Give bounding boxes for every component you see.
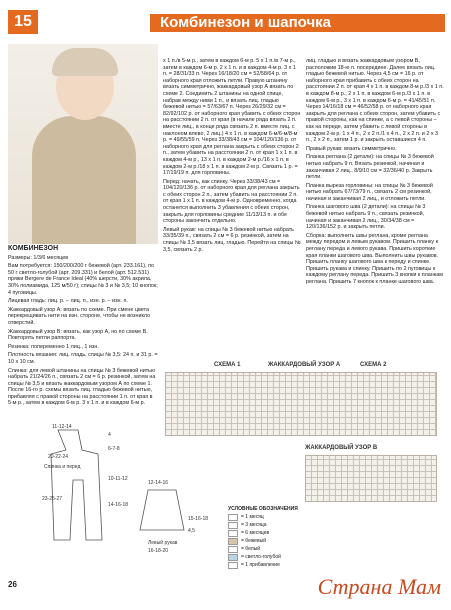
- paragraph: Планка выреза горловины: на спицы № 3 бежевой нитью набрать 67/73/79 п., связать 2 см резинкой, начиная и заканчивая 2 лиц., и отложить петли.: [306, 182, 433, 202]
- paragraph: Перед: начать, как спинку. Через 33/38/43 см = 104/120/136 р. от наборного края для реглана закрыть с обеих сторон 2 п., затем убавить на расстоянии 2 п. от края 1 х 1 п. в каждом 4-м р. Одновременно, когда останется выполнить 3 убавления с обеих сторон, закрыть для горловины средние 11/13/13 п. и обе стороны закончить отдельно.: [163, 178, 300, 225]
- legend-item: [228, 545, 313, 553]
- legend-label: = 1 прибавление: [241, 562, 280, 568]
- garment-schematic: [8, 420, 223, 580]
- paragraph: Вам потребуется: 150/200/200 г бежевой (арт. 233.161), по 50 г светло-голубой (арт. 209.331) и белой (арт. 512.531) пряжи Bergere de France Ideal (40% шерсти, 30% акрила, 30% полиамида, 125 м/50 г); спицы № 3 и № 3,5; 10 кнопок; 4 пуговицы.: [8, 263, 158, 296]
- swatch: [228, 514, 238, 521]
- legend-label: = светло-голубой: [241, 554, 281, 560]
- paragraph: Плотность вязания: лиц. гладь, спицы № 3,5: 24 п. и 31 р. = 10 х 10 см.: [8, 352, 158, 365]
- diagram-label: 4,5: [188, 528, 195, 534]
- paragraph: лиц. гладью и вязать жаккардовым узором В, расположив 18-ю п. посередине. Далее вязать лиц. гладью бежевой нитью. Через 4,5 см = 16 р. от наборного края прибавить с обеих сторон на расстоянии 2 п. от края 4 х 1 п. в каждом 8-м р./3 х 1 п. в каждом 8-м р., 2 х 1 п. в каждом 6-м р./3 х 1 п. в каждом 6-м р., 3 х 1 п. в каждом 6-м р. = 41/45/51 п. Через 14/16/18 см = 46/52/58 р. от наборного края закрыть для реглана с обеих сторон, затем убавить с правой стороны, как на спинке, а с левой стороны – как на переде, затем убавить с левой стороны в каждом 2-м р. 1 х 4 п., 2 х 2 п./1 х 4 п., 2 х 2 п. и 2 х 3 п., 2 х 2 п., затем 1 р. и закрыть оставшиеся 4 п.: [306, 58, 444, 144]
- legend-item: [228, 537, 313, 545]
- swatch: [228, 522, 238, 529]
- baby-photo: [8, 44, 158, 244]
- paragraph: Планка шагового шва (2 детали): на спицы № 3 бежевой нитью набрать 9 п., связать резинкой, начиная и заканчивая 2 лиц., 30/34/38 см = 120/136/152 р. и закрыть петли.: [306, 204, 426, 231]
- diagram-label: 12-14-16: [148, 480, 169, 486]
- pattern-a-chart: [165, 372, 437, 436]
- paragraph: Спинка: для левой штанины на спицы № 3 бежевой нитью набрать 21/24/26 п., связать 2 см = 6 р. резинкой, затем на спицы № 3,5 и вязать жаккардовым узором А по схеме 1. После 16-го р. схемы вязать лиц. гладью бежевой нитью, прибавляя с правой стороны на расстоянии 1 п. от края в 5-м р., затем в каждом 6-м р. 3 х 1 п. и в каждом 6-м р.: [8, 367, 156, 407]
- legend-item: [228, 529, 313, 537]
- paragraph: Размеры: 1/3/6 месяцев: [8, 254, 69, 261]
- legend-item: [228, 513, 313, 521]
- page-number-badge: 15: [8, 10, 38, 34]
- diagram-label: 6-7-8: [108, 446, 120, 452]
- diagram-label: 11-12-14: [52, 424, 72, 430]
- paragraph: Сборка: выполнить швы реглана, кроме реглана между передом и левым рукавом. Пришить планку к реглану переда и левого рукава. Пришить короткие края планки шагового шва. Выполнить швы рукавов. Пришить планку шагового шва к переду и спинке. Пришить рукава и спинку. Пришить по 2 пуговицы к каждому реглану переда. Пришить 3 кнопки к планкам реглана. Пришить 7 кнопок к планке шагового шва.: [306, 232, 443, 285]
- paragraph: Жаккардовый узор В: вязать, как узор А, но по схеме В. Повторять петли раппорта.: [8, 328, 148, 342]
- section-heading: КОМБИНЕЗОН: [8, 245, 59, 252]
- diagram-label: Спинка и перед: [44, 464, 81, 470]
- schema1-title: СХЕМА 1: [214, 362, 241, 368]
- right-text-column: [306, 58, 444, 288]
- legend-title: УСЛОВНЫЕ ОБОЗНАЧЕНИЯ: [228, 506, 298, 512]
- page-header: [0, 0, 451, 44]
- legend-label: = 6 месяцев: [241, 530, 270, 536]
- legend-item: [228, 553, 313, 561]
- middle-text-column: [163, 58, 301, 255]
- legend-label: = 3 месяца: [241, 522, 267, 528]
- diagram-label: 15-16-18: [188, 516, 209, 522]
- legend: [228, 505, 313, 569]
- page-title: Комбинезон и шапочка: [160, 14, 332, 31]
- schema2-title: СХЕМА 2: [360, 362, 387, 368]
- diagram-label: 10-11-12: [108, 476, 128, 482]
- watermark: Страна Мам: [317, 574, 441, 599]
- pattern-a-title: ЖАККАРДОВЫЙ УЗОР А: [268, 362, 341, 368]
- footer-page-number: 26: [8, 580, 17, 589]
- paragraph: Жаккардовый узор А: вязать по схеме. При смене цвета перекрещивать нити на изн. стороне, чтобы не возникло отверстий.: [8, 306, 151, 326]
- legend-item: [228, 561, 313, 569]
- pattern-b-chart: [305, 455, 437, 502]
- paragraph: Резинка: попеременно 1 лиц., 1 изн.: [8, 343, 99, 350]
- photo-body-shape: [32, 116, 136, 244]
- diagram-label: 4: [108, 432, 111, 438]
- diagram-label: 23-25-27: [42, 496, 63, 502]
- legend-label: = белый: [241, 546, 261, 552]
- diagram-label: 16-18-20: [148, 548, 169, 554]
- diagram-label: 14-16-18: [108, 502, 129, 508]
- diagram-label: 20-22-24: [48, 454, 69, 460]
- paragraph: х 1 п./в 5-м р., затем в каждом 6-м р. 5 х 1 п./в 7-м р., затем в каждом 6-м р. 2 х 1 п. и в каждом 4-м р. 3 х 1 п. = 28/31/33 п. Через 16/18/20 см = 52/58/64 р. от наборного края отложить петли. Правую штанину вязать симметрично, жаккардовый узор А вязать по схеме 2. Соединить 2 штанины на одной спице, набрав между ними 1 п., и вязать лиц. гладью бежевой нитью = 57/63/67 п. Через 26/29/32 см = 82/92/102 р. от наборного края убавить с обеих сторон на расстоянии 2 п. от края (в начале ряда вязать 2 п. вместе лиц., в конце ряда связать 2 п. вместе лиц. с наклоном влево, 2 лиц.) 4 х 1 п. в каждом 6-м/6-м/8-м р. = 49/55/59 п. Через 33/38/43 см = 104/120/136 р. от наборного края для реглана закрыть с обеих сторон 2 п., затем убавить на расстоянии 2 п. от края 1 х 1 п. в каждом 4-м р., 13 х 1 п. в каждом 2-м р./16 х 1 п. в каждом 2-м р./18 х 1 п. в каждом 2-м р. Связать 1 р. = 17/19/19 п. для горловины.: [163, 58, 301, 177]
- swatch: [228, 538, 238, 545]
- diagram-label: Левый рукав: [148, 540, 178, 546]
- legend-label: = бежевый: [241, 538, 267, 544]
- swatch: [228, 530, 238, 537]
- paragraph: Планка реглана (2 детали): на спицы № 3 бежевой нитью набрать 9 п. Вязать резинкой, начиная и заканчивая 2 лиц., 8/9/10 см = 32/36/40 р. Закрыть петли.: [306, 154, 434, 181]
- swatch: [228, 554, 238, 561]
- swatch: [228, 546, 238, 553]
- legend-item: [228, 521, 313, 529]
- body-outline: [51, 430, 102, 540]
- paragraph: Лицевая гладь: лиц. р. – лиц. п., изн. р. – изн. п.: [8, 298, 128, 305]
- paragraph: Левый рукав: на спицы № 3 бежевой нитью набрать 33/35/39 п., связать 2 см = 6 р. резинкой, затем на спицы № 3,5 вязать лиц. гладью. Перейти на спицы № 3,5, связать 2 р.: [163, 226, 301, 253]
- pattern-b-title: ЖАККАРДОВЫЙ УЗОР В: [305, 445, 378, 451]
- swatch: [228, 562, 238, 569]
- sleeve-outline: [140, 490, 184, 530]
- photo-hat-shape: [52, 48, 118, 76]
- left-text-column: [8, 246, 158, 409]
- legend-label: = 1 месяц: [241, 514, 264, 520]
- paragraph: Правый рукав: вязать симметрично.: [306, 145, 397, 152]
